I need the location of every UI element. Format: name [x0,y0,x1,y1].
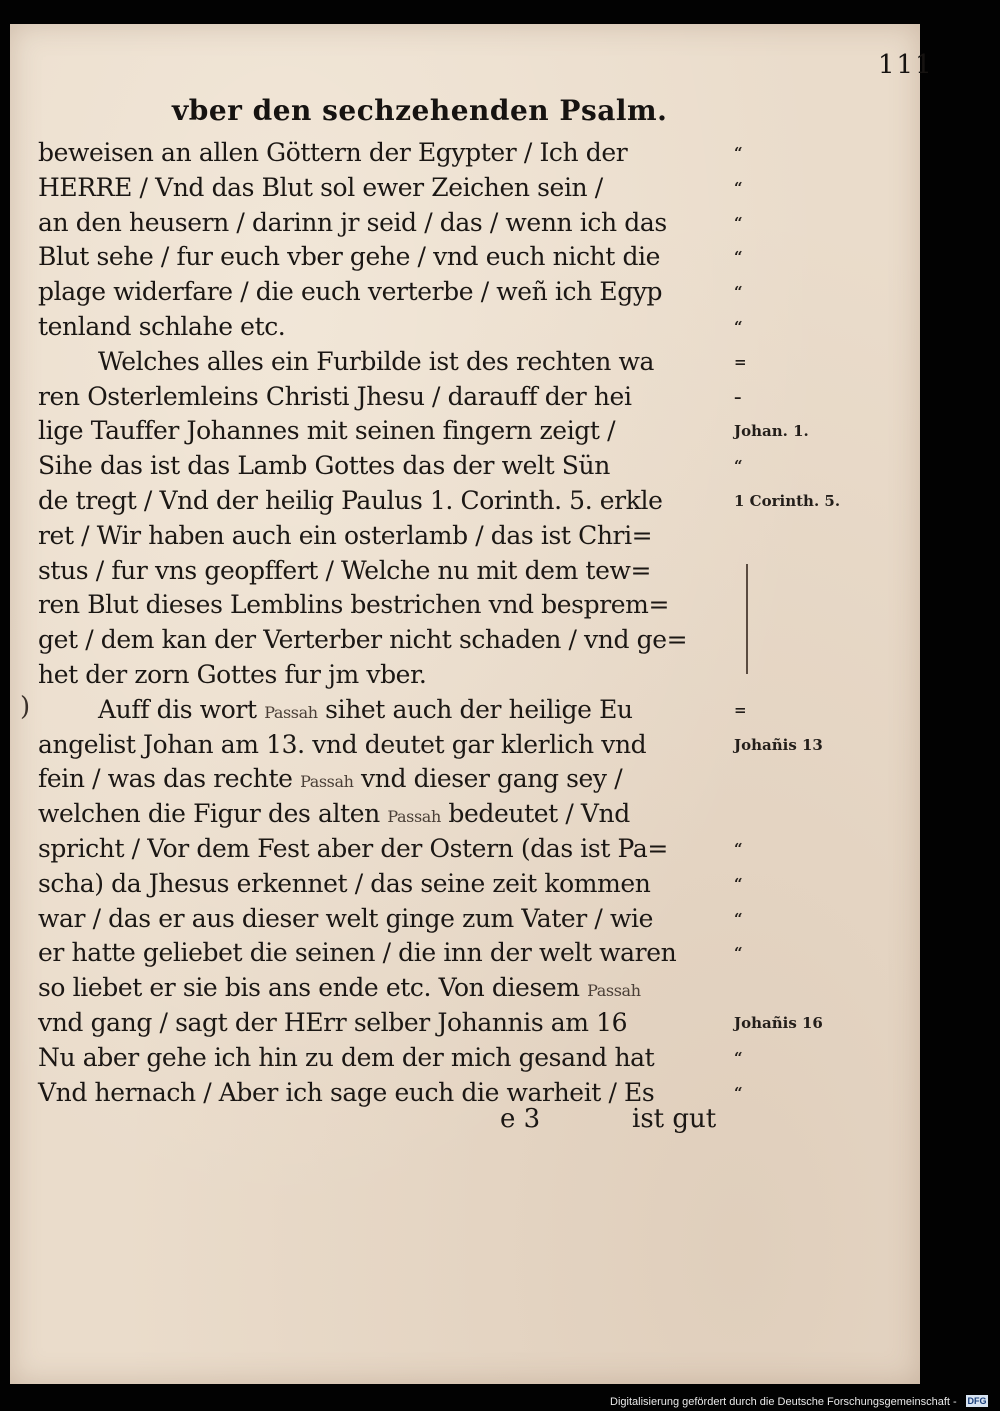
text-segment: vnd gang / sagt der HErr selber Johannis am 16 [38,1007,628,1037]
margin-note [734,762,884,797]
running-head: vber den sechzehenden Psalm. [172,94,668,127]
text-line [38,240,738,275]
catchword-line [500,1104,740,1140]
text-line [38,310,738,345]
text-segment: er hatte geliebet die seinen / die inn der welt waren [38,938,677,968]
text-line [38,623,738,658]
roman-word: Passah [387,807,441,827]
text-segment: vnd dieser gang sey / [353,764,623,794]
roman-word: Passah [300,772,354,792]
margin-bracket: ) [20,692,31,722]
text-segment: HERRE / Vnd das Blut sol ewer Zeichen sein / [38,172,603,202]
margin-note: Johañis 16 [734,1013,823,1032]
text-segment: Welches alles ein Furbilde ist des rechten wa [98,346,654,376]
text-segment: Sihe das ist das Lamb Gottes das der welt Sün [38,451,610,481]
margin-note: “ [734,909,743,928]
text-segment: plage widerfare / die euch verterbe / weñ ich Egyp [38,277,663,307]
text-line [38,658,738,693]
text-segment: welchen die Figur des alten [38,799,388,829]
text-line [38,171,738,206]
text-line [38,414,738,449]
margin-note: “ [734,178,743,197]
text-line [38,762,738,797]
margin-note: “ [734,839,743,858]
margin-note: “ [734,874,743,893]
page-number: 111 [878,50,934,80]
margin-note: “ [734,283,743,302]
text-segment: Nu aber gehe ich hin zu dem der mich gesand hat [38,1042,655,1072]
margin-note: 1 Corinth. 5. [734,491,841,510]
text-line [38,554,738,589]
margin-note: = [734,700,747,719]
text-segment: get / dem kan der Verterber nicht schaden / vnd ge= [38,625,688,655]
margin-note: “ [734,457,743,476]
margin-note [734,797,884,832]
roman-word: Passah [264,702,318,722]
margin-note [734,658,884,693]
margin-note [734,519,884,554]
margin-note: “ [734,213,743,232]
text-segment: ret / Wir haben auch ein osterlamb / das ist Chri= [38,520,653,550]
text-line [38,1006,738,1041]
text-segment: lige Tauffer Johannes mit seinen fingern zeigt / [38,416,616,446]
text-line [38,971,738,1006]
text-segment: de tregt / Vnd der heilig Paulus 1. Corinth. 5. erkle [38,485,663,515]
text-segment: so liebet er sie bis ans ende etc. Von diesem [38,973,588,1003]
text-line [38,693,738,728]
margin-note [734,623,884,658]
text-line [38,345,738,380]
margin-note: Johañis 13 [734,735,823,754]
text-segment: spricht / Vor dem Fest aber der Ostern (das ist Pa= [38,833,668,863]
text-line [38,275,738,310]
text-segment: sihet auch der heilige Eu [317,694,633,724]
catchword: ist gut [632,1104,717,1134]
text-segment: het der zorn Gottes fur jm vber. [38,659,427,689]
margin-note: “ [734,944,743,963]
text-line [38,484,738,519]
text-line [38,797,738,832]
margin-note: – [734,387,742,406]
text-segment: Auff dis wort [98,694,265,724]
signature-mark: e 3 [500,1104,541,1134]
text-segment: tenland schlahe etc. [38,311,286,341]
text-segment: an den heusern / darinn jr seid / das / wenn ich das [38,207,667,237]
text-line [38,449,738,484]
margin-note [734,588,884,623]
dfg-logo: DFG [967,1396,987,1406]
margin-note: “ [734,144,743,162]
text-line [38,832,738,867]
text-line [38,519,738,554]
margin-note: Johan. 1. [734,422,809,441]
margin-note: = [734,352,747,371]
text-segment: Vnd hernach / Aber ich sage euch die warheit / Es [38,1077,655,1107]
text-line [38,588,738,623]
book-page [10,24,934,1384]
text-segment: bedeutet / Vnd [440,799,630,829]
text-segment: ren Osterlemleins Christi Jhesu / darauff der hei [38,381,632,411]
margin-note: “ [734,1083,743,1102]
margin-note: “ [734,248,743,267]
roman-word: Passah [587,981,641,1001]
text-line [38,206,738,241]
text-segment: scha) da Jhesus erkennet / das seine zeit kommen [38,868,651,898]
margin-notes [734,136,884,1110]
text-segment: Blut sehe / fur euch vber gehe / vnd euch nicht die [38,242,661,272]
text-line [38,380,738,415]
text-segment: stus / fur vns geopffert / Welche nu mit dem tew= [38,555,652,585]
body-text [38,136,738,1110]
text-line [38,136,738,171]
text-line [38,902,738,937]
margin-note: “ [734,317,743,336]
text-line [38,1041,738,1076]
margin-note [734,971,884,1006]
margin-note [734,554,884,589]
text-segment: war / das er aus dieser welt ginge zum Vater / wie [38,903,653,933]
text-line [38,867,738,902]
text-segment: angelist Johan am 13. vnd deutet gar klerlich vnd [38,729,647,759]
text-line [38,936,738,971]
text-line [38,728,738,763]
text-segment: beweisen an allen Göttern der Egypter / Ich der [38,138,628,167]
text-segment: fein / was das rechte [38,764,301,794]
funding-footer: Digitalisierung gefördert durch die Deutsche Forschungsgemeinschaft - [610,1396,957,1408]
text-segment: ren Blut dieses Lemblins bestrichen vnd besprem= [38,590,669,620]
margin-note: “ [734,1048,743,1067]
